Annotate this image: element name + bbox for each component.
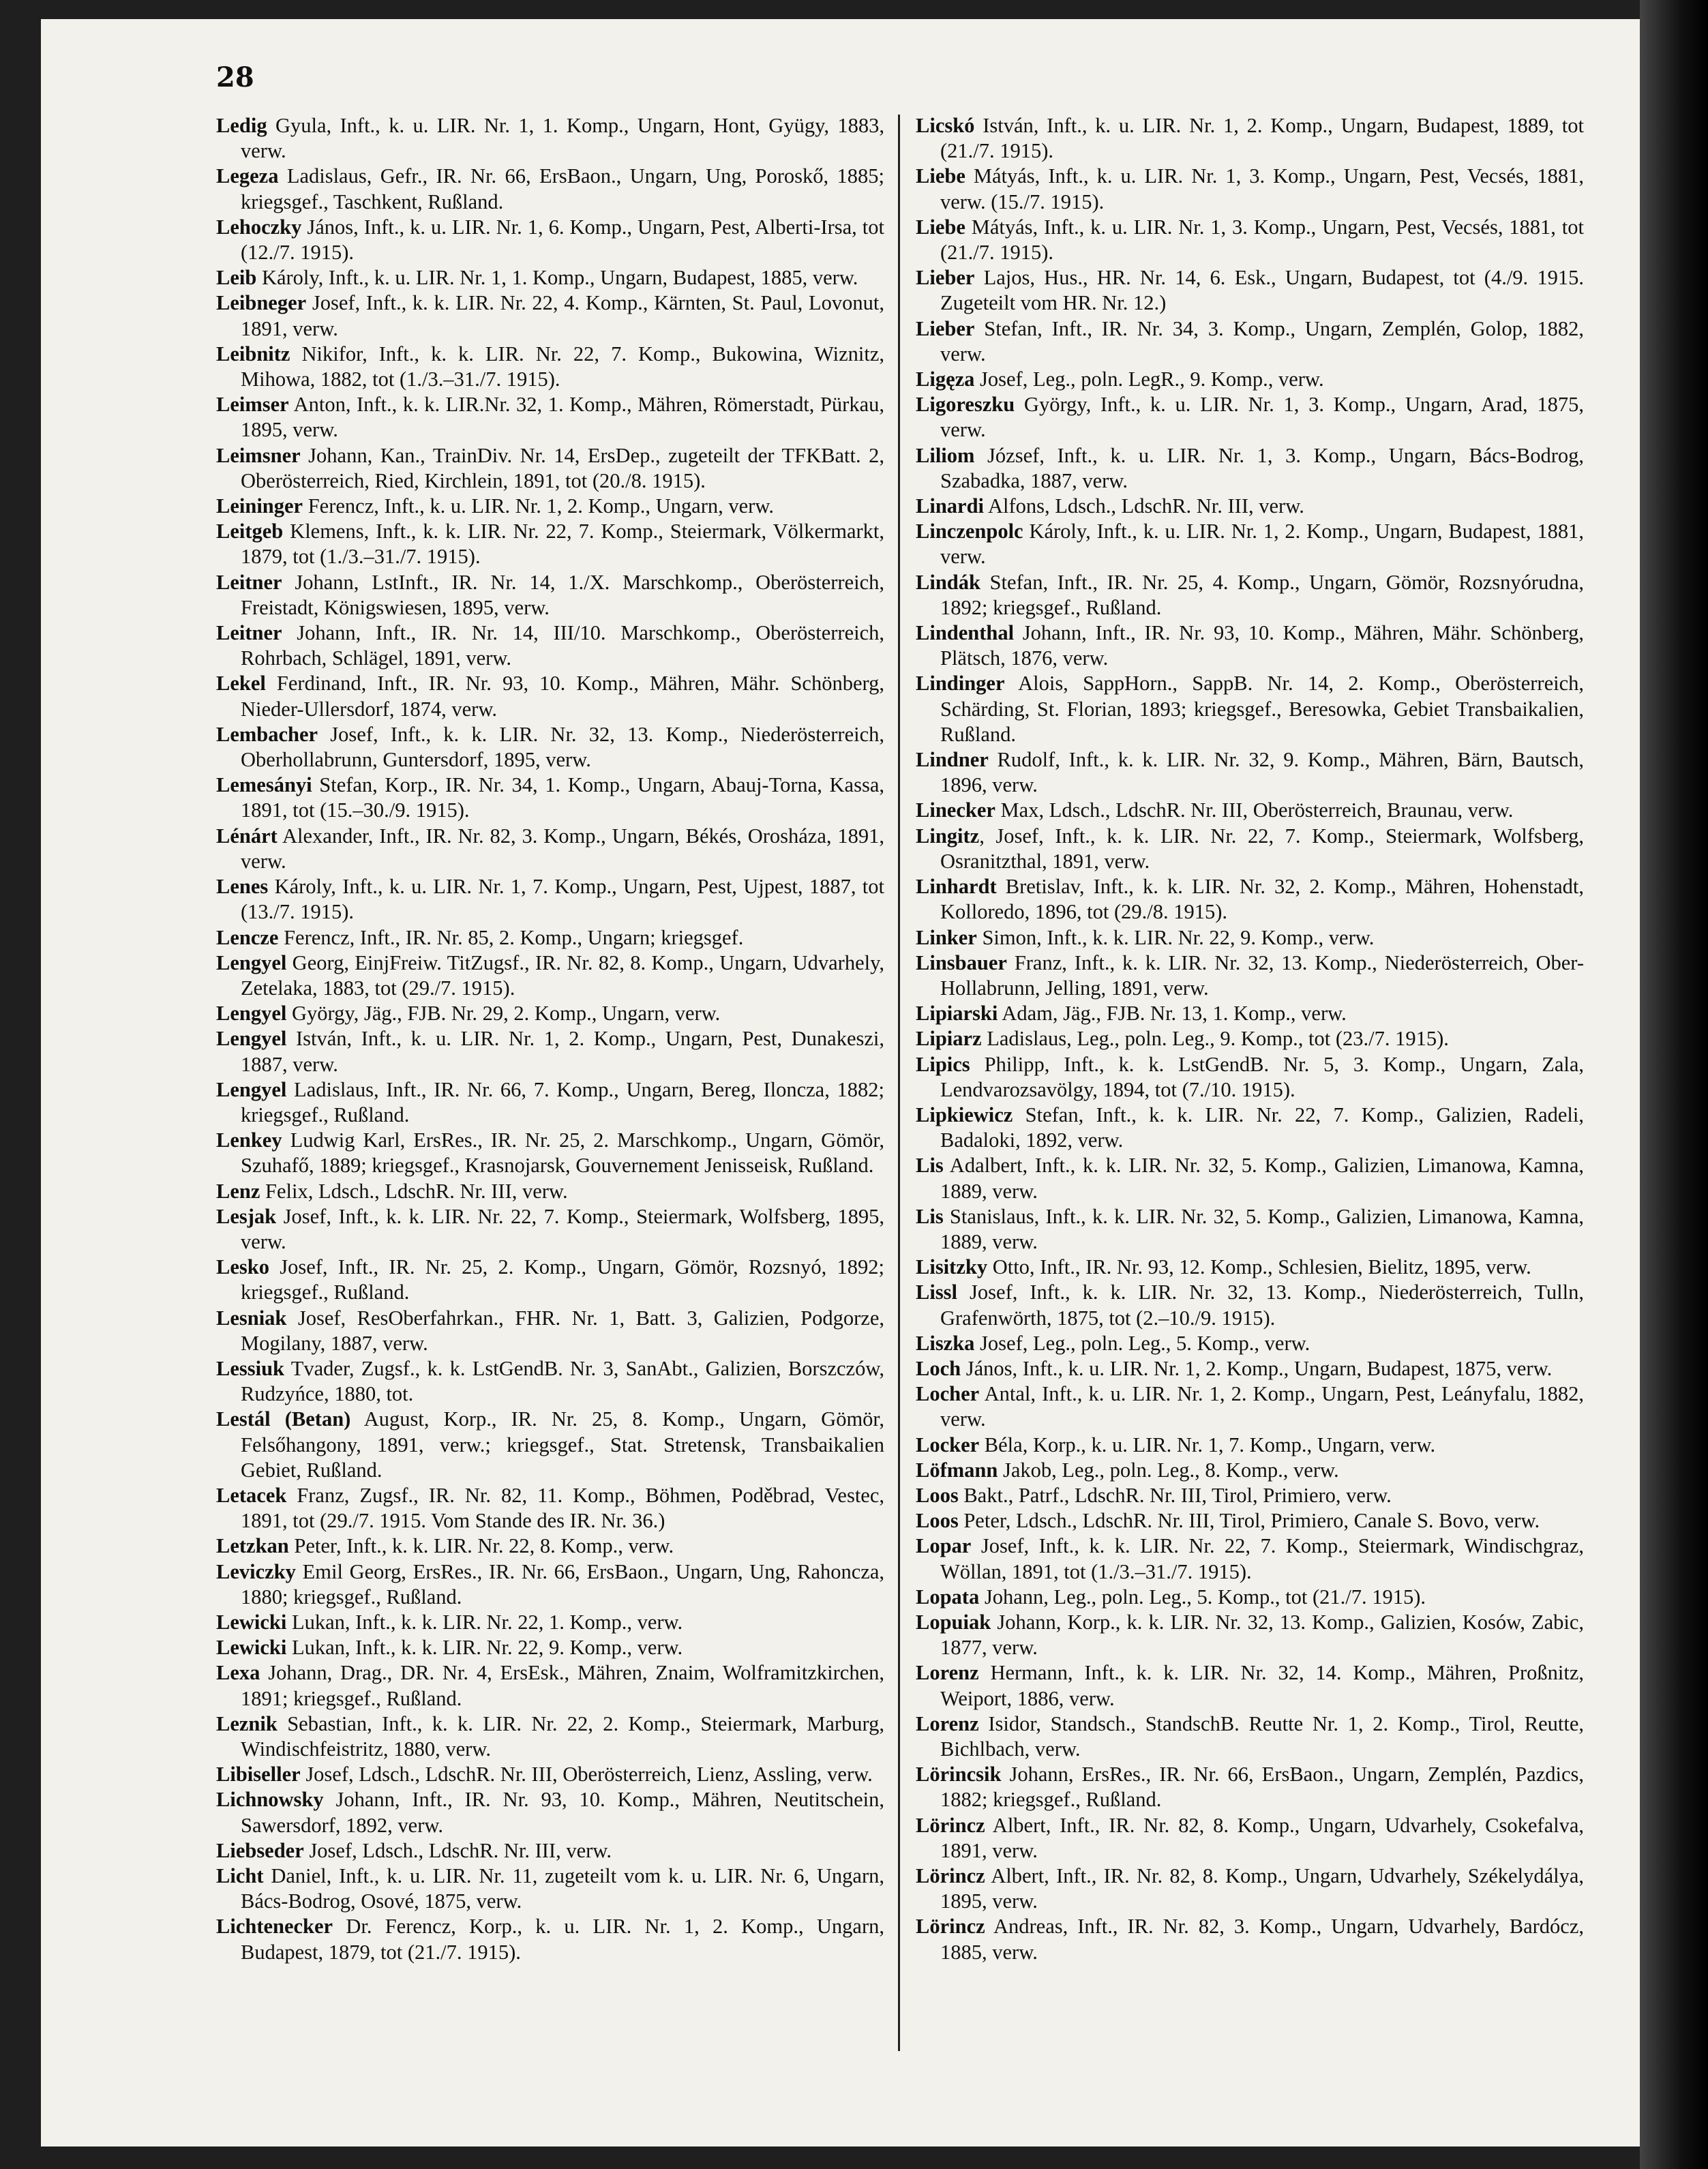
entry-details: Ludwig Karl, ErsRes., IR. Nr. 25, 2. Marschkomp., Ungarn, Gömör, Szuhafő, 1889; kriegsgef., Krasnojarsk, Gouvernement Jenisseisk, Rußland. [241, 1128, 884, 1178]
entry-details: István, Inft., k. u. LIR. Nr. 1, 2. Komp., Ungarn, Pest, Dunakeszi, 1887, verw. [241, 1027, 884, 1076]
entry-surname: Lorenz [916, 1661, 979, 1685]
entry-details: Simon, Inft., k. k. LIR. Nr. 22, 9. Komp., verw. [976, 925, 1375, 949]
entry-details: Johann, Inft., IR. Nr. 93, 10. Komp., Mähren, Mähr. Schönberg, Plätsch, 1876, verw. [940, 621, 1584, 670]
entry-surname: Lénárt [216, 824, 278, 848]
entry-details: Adam, Jäg., FJB. Nr. 13, 1. Komp., verw. [998, 1002, 1347, 1026]
entry-details: Antal, Inft., k. u. LIR. Nr. 1, 2. Komp., Ungarn, Pest, Leányfalu, 1882, verw. [940, 1382, 1584, 1431]
entry-details: Lajos, Hus., HR. Nr. 14, 6. Esk., Ungarn, Budapest, tot (4./9. 1915. Zugeteilt vom HR. Nr. 12.) [940, 266, 1584, 315]
list-item [916, 1458, 1584, 1483]
list-item [916, 519, 1584, 569]
list-item [916, 1660, 1584, 1711]
entry-details: Klemens, Inft., k. k. LIR. Nr. 22, 7. Komp., Steiermark, Völkermarkt, 1879, tot (1./3.–31./7. 1915). [241, 520, 884, 569]
list-item [216, 1077, 884, 1128]
entry-details: Károly, Inft., k. u. LIR. Nr. 1, 1. Komp., Ungarn, Budapest, 1885, verw. [256, 266, 858, 290]
entry-surname: Linsbauer [916, 951, 1007, 974]
entry-surname: Lengyel [216, 1077, 287, 1101]
list-item [916, 1331, 1584, 1356]
entry-details: Tvader, Zugsf., k. k. LstGendB. Nr. 3, SanAbt., Galizien, Borszczów, Rudzyńce, 1880, tot. [241, 1356, 884, 1406]
entry-details: Josef, Inft., k. k. LIR. Nr. 22, 7. Komp., Steiermark, Windischgraz, Wöllan, 1891, tot (1./3.–31./7. 1915). [940, 1534, 1584, 1583]
list-item [916, 443, 1584, 494]
list-item [916, 1585, 1584, 1610]
entry-surname: Löfmann [916, 1458, 998, 1482]
list-item [916, 367, 1584, 392]
list-item [216, 925, 884, 951]
list-item [216, 1787, 884, 1838]
entry-details: Stefan, Inft., IR. Nr. 25, 4. Komp., Ungarn, Gömör, Rozsnyórudna, 1892; kriegsgef., Rußland. [940, 570, 1584, 619]
entry-surname: Libiseller [216, 1763, 301, 1786]
entry-details: Lukan, Inft., k. k. LIR. Nr. 22, 1. Komp., verw. [286, 1610, 683, 1634]
list-item [916, 824, 1584, 874]
list-item [916, 1153, 1584, 1203]
list-item [916, 265, 1584, 316]
list-item [216, 265, 884, 290]
list-item [916, 1026, 1584, 1051]
list-item [216, 1306, 884, 1356]
list-item [216, 443, 884, 494]
entry-surname: Liebe [916, 215, 965, 239]
entry-surname: Lindenthal [916, 621, 1015, 645]
entry-details: Ladislaus, Inft., IR. Nr. 66, 7. Komp., Ungarn, Bereg, Iloncza, 1882; kriegsgef., Rußland. [241, 1077, 884, 1126]
list-item [216, 1660, 884, 1711]
scan-edge-shadow [1640, 0, 1708, 2169]
entry-surname: Lipkiewicz [916, 1103, 1013, 1126]
entry-details: Stefan, Inft., IR. Nr. 34, 3. Komp., Ungarn, Zemplén, Golop, 1882, verw. [940, 316, 1584, 365]
entry-surname: Linhardt [916, 875, 997, 899]
list-item [916, 620, 1584, 671]
list-item [216, 164, 884, 214]
entry-details: Stanislaus, Inft., k. k. LIR. Nr. 32, 5. Komp., Galizien, Limanowa, Kamna, 1889, verw. [940, 1204, 1584, 1253]
list-item [216, 824, 884, 874]
entry-surname: Ligęza [916, 368, 975, 391]
entry-details: August, Korp., IR. Nr. 25, 8. Komp., Ungarn, Gömör, Felsőhangony, 1891, verw.; kriegsgef., Stat. Stretensk, Transbaikalien Gebiet, Rußland. [241, 1407, 884, 1482]
entry-surname: Lengyel [216, 951, 287, 974]
entry-details: Josef, Ldsch., LdschR. Nr. III, verw. [303, 1838, 612, 1862]
list-item [916, 1483, 1584, 1508]
list-item [916, 1508, 1584, 1534]
entry-details: Johann, Inft., IR. Nr. 93, 10. Komp., Mähren, Neutitschein, Sawersdorf, 1892, verw. [241, 1788, 884, 1837]
entry-details: Albert, Inft., IR. Nr. 82, 8. Komp., Ungarn, Udvarhely, Csokefalva, 1891, verw. [940, 1813, 1584, 1862]
entry-surname: Lenz [216, 1179, 260, 1203]
entry-details: Béla, Korp., k. u. LIR. Nr. 1, 7. Komp., Ungarn, verw. [979, 1433, 1436, 1456]
list-item [916, 570, 1584, 620]
entry-details: Adalbert, Inft., k. k. LIR. Nr. 32, 5. Komp., Galizien, Limanowa, Kamna, 1889, verw. [940, 1154, 1584, 1203]
right-column [916, 113, 1584, 1965]
entry-surname: Lörincz [916, 1915, 985, 1939]
entry-details: Franz, Zugsf., IR. Nr. 82, 11. Komp., Böhmen, Poděbrad, Vestec, 1891, tot (29./7. 1915. Vom Stande des IR. Nr. 36.) [241, 1483, 884, 1533]
entry-details: Johann, Korp., k. k. LIR. Nr. 32, 13. Komp., Galizien, Kosów, Zabic, 1877, verw. [940, 1610, 1584, 1660]
list-item [216, 671, 884, 721]
entry-details: Károly, Inft., k. u. LIR. Nr. 1, 2. Komp., Ungarn, Budapest, 1881, verw. [940, 520, 1584, 569]
entry-details: Stefan, Inft., k. k. LIR. Nr. 22, 7. Komp., Galizien, Radeli, Badaloki, 1892, verw. [940, 1103, 1584, 1152]
entry-surname: Lis [916, 1204, 944, 1228]
entry-surname: Lexa [216, 1661, 260, 1685]
entry-details: Stefan, Korp., IR. Nr. 34, 1. Komp., Ungarn, Abauj-Torna, Kassa, 1891, tot (15.–30./9. 1915). [241, 773, 884, 822]
entry-surname: Linczenpolc [916, 520, 1023, 543]
list-item [216, 1001, 884, 1026]
entry-details: István, Inft., k. u. LIR. Nr. 1, 2. Komp., Ungarn, Budapest, 1889, tot (21./7. 1915). [940, 114, 1584, 163]
entry-surname: Liebseder [216, 1838, 304, 1862]
list-item [216, 1255, 884, 1305]
list-item [916, 747, 1584, 798]
entry-surname: Ligoreszku [916, 393, 1015, 417]
entry-details: Johann, Kan., TrainDiv. Nr. 14, ErsDep., zugeteilt der TFKBatt. 2, Oberösterreich, Ried, Kirchlein, 1891, tot (20./8. 1915). [241, 443, 884, 492]
list-item [216, 290, 884, 341]
entry-surname: Lewicki [216, 1610, 287, 1634]
entry-details: Gyula, Inft., k. u. LIR. Nr. 1, 1. Komp., Ungarn, Hont, Gyügy, 1883, verw. [241, 114, 884, 163]
entry-surname: Leviczky [216, 1559, 296, 1583]
entry-surname: Lissl [916, 1281, 958, 1304]
entry-details: Daniel, Inft., k. u. LIR. Nr. 11, zugeteilt vom k. u. LIR. Nr. 6, Ungarn, Bács-Bodrog, Osové, 1875, verw. [241, 1864, 884, 1913]
entry-surname: Lengyel [216, 1027, 287, 1051]
list-item [216, 722, 884, 773]
list-item [916, 951, 1584, 1001]
entry-details: Ladislaus, Gefr., IR. Nr. 66, ErsBaon., Ungarn, Ung, Poroskő, 1885; kriegsgef., Taschkent, Rußland. [241, 164, 884, 213]
list-item [216, 519, 884, 569]
entry-surname: Leitgeb [216, 520, 284, 543]
entry-surname: Liszka [916, 1331, 975, 1355]
list-item [216, 1635, 884, 1660]
entry-surname: Leitner [216, 570, 282, 594]
entry-details: Georg, EinjFreiw. TitZugsf., IR. Nr. 82, 8. Komp., Ungarn, Udvarhely, Zetelaka, 1883, tot (29./7. 1915). [241, 951, 884, 1000]
list-item [916, 798, 1584, 823]
entry-details: Jakob, Leg., poln. Leg., 8. Komp., verw. [998, 1458, 1339, 1482]
entry-details: Dr. Ferencz, Korp., k. u. LIR. Nr. 1, 2. Komp., Ungarn, Budapest, 1879, tot (21./7. 1915). [241, 1915, 884, 1964]
list-item [216, 1864, 884, 1914]
entry-details: Johann, Drag., DR. Nr. 4, ErsEsk., Mähren, Znaim, Wolframitzkirchen, 1891; kriegsgef., Rußland. [241, 1661, 884, 1710]
entry-details: Josef, Leg., poln. LegR., 9. Komp., verw. [974, 368, 1324, 391]
entry-surname: Leibneger [216, 291, 307, 315]
list-item [216, 1356, 884, 1407]
entry-surname: Leimser [216, 393, 289, 417]
entry-details: Josef, Inft., k. k. LIR. Nr. 32, 13. Komp., Niederösterreich, Oberhollabrunn, Guntersdorf, 1895, verw. [241, 722, 884, 772]
entry-details: Franz, Inft., k. k. LIR. Nr. 32, 13. Komp., Niederösterreich, Ober-Hollabrunn, Jelling, 1891, verw. [940, 951, 1584, 1000]
entry-details: Károly, Inft., k. u. LIR. Nr. 1, 7. Komp., Ungarn, Pest, Ujpest, 1887, tot (13./7. 1915). [241, 875, 884, 924]
list-item [216, 1026, 884, 1077]
entry-surname: Lengyel [216, 1002, 287, 1026]
entry-details: Ferencz, Inft., IR. Nr. 85, 2. Komp., Ungarn; kriegsgef. [278, 925, 744, 949]
entry-details: Mátyás, Inft., k. u. LIR. Nr. 1, 3. Komp., Ungarn, Pest, Vecsés, 1881, verw. (15./7. 1915). [940, 164, 1584, 213]
list-item [216, 1610, 884, 1635]
entry-surname: Lopar [916, 1534, 972, 1558]
list-item [216, 773, 884, 823]
entry-surname: Letzkan [216, 1534, 289, 1558]
list-item [916, 1381, 1584, 1432]
entry-details: Johann, Leg., poln. Leg., 5. Komp., tot (21./7. 1915). [979, 1585, 1426, 1609]
entry-surname: Lewicki [216, 1636, 287, 1660]
list-item [216, 215, 884, 265]
entry-surname: Lörincz [916, 1864, 985, 1888]
entry-details: Ferencz, Inft., k. u. LIR. Nr. 1, 2. Komp., Ungarn, verw. [303, 494, 774, 518]
entry-details: Johann, Inft., IR. Nr. 14, III/10. Marschkomp., Oberösterreich, Rohrbach, Schlägel, 1891, verw. [241, 621, 884, 670]
entry-surname: Lesko [216, 1255, 269, 1279]
page-number: 28 [216, 61, 254, 93]
entry-details: Josef, Leg., poln. Leg., 5. Komp., verw. [974, 1331, 1310, 1355]
entry-surname: Lörincz [916, 1813, 985, 1837]
list-item [216, 1534, 884, 1559]
entry-surname: Lenkey [216, 1128, 282, 1152]
entry-details: Josef, Ldsch., LdschR. Nr. III, Oberösterreich, Lienz, Assling, verw. [300, 1763, 873, 1786]
list-item [916, 1280, 1584, 1330]
entry-details: Isidor, Standsch., StandschB. Reutte Nr. 1, 2. Komp., Tirol, Reutte, Bichlbach, verw. [940, 1711, 1584, 1761]
entry-surname: Lindák [916, 570, 980, 594]
entry-details: Ladislaus, Leg., poln. Leg., 9. Komp., tot (23./7. 1915). [981, 1027, 1449, 1051]
entry-surname: Ledig [216, 114, 267, 137]
entry-surname: Lembacher [216, 722, 318, 746]
list-item [916, 316, 1584, 367]
entry-details: János, Inft., k. u. LIR. Nr. 1, 2. Komp., Ungarn, Budapest, 1875, verw. [961, 1356, 1553, 1380]
entry-surname: Lestál (Betan) [216, 1407, 351, 1431]
entry-details: Peter, Ldsch., LdschR. Nr. III, Tirol, Primiero, Canale S. Bovo, verw. [958, 1509, 1540, 1533]
entry-details: Josef, Inft., k. k. LIR. Nr. 22, 4. Komp., Kärnten, St. Paul, Lovonut, 1891, verw. [241, 291, 884, 340]
entry-details: Johann, LstInft., IR. Nr. 14, 1./X. Marschkomp., Oberösterreich, Freistadt, Königswiesen, 1895, verw. [241, 570, 884, 619]
entry-details: Alfons, Ldsch., LdschR. Nr. III, verw. [984, 494, 1304, 518]
entry-surname: Leib [216, 266, 257, 290]
entry-surname: Lencze [216, 925, 279, 949]
entry-details: Rudolf, Inft., k. k. LIR. Nr. 32, 9. Komp., Mähren, Bärn, Bautsch, 1896, verw. [940, 748, 1584, 797]
entry-surname: Lindner [916, 748, 989, 772]
list-item [916, 164, 1584, 214]
entry-surname: Lis [916, 1154, 944, 1178]
entry-details: Josef, Inft., k. k. LIR. Nr. 22, 7. Komp., Steiermark, Wolfsberg, 1895, verw. [241, 1204, 884, 1253]
entry-details: Bretislav, Inft., k. k. LIR. Nr. 32, 2. Komp., Mähren, Hohenstadt, Kolloredo, 1896, tot (29./8. 1915). [940, 875, 1584, 924]
entry-surname: Lieber [916, 266, 975, 290]
entry-surname: Lenes [216, 875, 269, 899]
entry-surname: Loos [916, 1509, 959, 1533]
list-item [916, 1433, 1584, 1458]
entry-surname: Leznik [216, 1711, 278, 1735]
list-item [216, 1483, 884, 1534]
entry-surname: Loos [916, 1483, 959, 1507]
entry-surname: Locker [916, 1433, 980, 1456]
list-item [916, 874, 1584, 925]
list-item [216, 1204, 884, 1255]
entry-surname: Lipics [916, 1052, 970, 1076]
entry-surname: Lisitzky [916, 1255, 988, 1279]
entry-details: György, Jäg., FJB. Nr. 29, 2. Komp., Ungarn, verw. [286, 1002, 721, 1026]
list-item [216, 570, 884, 620]
entry-surname: Lörincsik [916, 1763, 1002, 1786]
list-item [916, 215, 1584, 265]
entry-details: Anton, Inft., k. k. LIR.Nr. 32, 1. Komp., Mähren, Römerstadt, Pürkau, 1895, verw. [241, 393, 884, 442]
list-item [916, 113, 1584, 164]
entry-surname: Linker [916, 925, 977, 949]
entry-surname: Lipiarski [916, 1002, 998, 1026]
entry-details: Sebastian, Inft., k. k. LIR. Nr. 22, 2. Komp., Steiermark, Marburg, Windischfeistritz, 1880, verw. [241, 1711, 884, 1761]
entry-details: József, Inft., k. u. LIR. Nr. 1, 3. Komp., Ungarn, Bács-Bodrog, Szabadka, 1887, verw. [940, 443, 1584, 492]
entry-surname: Letacek [216, 1483, 287, 1507]
list-item [916, 671, 1584, 747]
left-column [216, 113, 884, 1965]
list-item [216, 1762, 884, 1787]
entry-details: Johann, ErsRes., IR. Nr. 66, ErsBaon., Ungarn, Zemplén, Pazdics, 1882; kriegsgef., Rußland. [940, 1763, 1584, 1812]
entry-surname: Lesniak [216, 1306, 287, 1330]
list-item [216, 342, 884, 392]
entry-surname: Lemesányi [216, 773, 312, 797]
entry-details: György, Inft., k. u. LIR. Nr. 1, 3. Komp., Ungarn, Arad, 1875, verw. [940, 393, 1584, 442]
entry-surname: Lopata [916, 1585, 980, 1609]
list-item [216, 1711, 884, 1762]
list-item [916, 1534, 1584, 1584]
list-item [216, 620, 884, 671]
entry-surname: Leimsner [216, 443, 301, 467]
list-item [216, 1559, 884, 1610]
entry-details: Josef, Inft., k. k. LIR. Nr. 32, 13. Komp., Niederösterreich, Tulln, Grafenwörth, 1875, tot (2.–10./9. 1915). [940, 1281, 1584, 1330]
entry-surname: Leibnitz [216, 342, 290, 365]
list-item [916, 1864, 1584, 1914]
entry-surname: Liebe [916, 164, 965, 188]
entry-surname: Linecker [916, 798, 995, 822]
entry-surname: Lieber [916, 316, 975, 340]
entry-details: , Josef, Inft., k. k. LIR. Nr. 22, 7. Komp., Steiermark, Wolfsberg, Osranitzthal, 1891, verw. [940, 824, 1584, 873]
entry-surname: Leitner [216, 621, 282, 645]
list-item [216, 113, 884, 164]
entry-surname: Lopuiak [916, 1610, 991, 1634]
list-item [216, 1179, 884, 1204]
list-item [216, 1407, 884, 1483]
list-item [216, 1838, 884, 1864]
entry-surname: Locher [916, 1382, 980, 1406]
entry-surname: Leininger [216, 494, 303, 518]
entry-details: Emil Georg, ErsRes., IR. Nr. 66, ErsBaon., Ungarn, Ung, Rahoncza, 1880; kriegsgef., Rußland. [241, 1559, 884, 1609]
entry-details: Mátyás, Inft., k. u. LIR. Nr. 1, 3. Komp., Ungarn, Pest, Vecsés, 1881, tot (21./7. 1915). [940, 215, 1584, 265]
entry-surname: Lindinger [916, 672, 1005, 695]
entry-details: Philipp, Inft., k. k. LstGendB. Nr. 5, 3. Komp., Ungarn, Zala, Lendvarozsavölgy, 1894, tot (7./10. 1915). [940, 1052, 1584, 1101]
list-item [916, 1813, 1584, 1864]
list-item [216, 392, 884, 443]
list-item [916, 1914, 1584, 1964]
entry-surname: Linardi [916, 494, 985, 518]
list-item [216, 874, 884, 925]
list-item [216, 1914, 884, 1964]
entry-details: Bakt., Patrf., LdschR. Nr. III, Tirol, Primiero, verw. [958, 1483, 1392, 1507]
list-item [916, 1052, 1584, 1103]
entry-surname: Lorenz [916, 1711, 979, 1735]
column-divider [898, 115, 900, 2051]
list-item [916, 494, 1584, 519]
list-item [916, 1204, 1584, 1255]
entry-surname: Lichtenecker [216, 1915, 333, 1939]
list-item [916, 1711, 1584, 1762]
list-item [916, 1762, 1584, 1812]
entry-details: Andreas, Inft., IR. Nr. 82, 3. Komp., Ungarn, Udvarhely, Bardócz, 1885, verw. [940, 1915, 1584, 1964]
entry-details: Hermann, Inft., k. k. LIR. Nr. 32, 14. Komp., Mähren, Proßnitz, Weiport, 1886, verw. [940, 1661, 1584, 1710]
entry-surname: Lingitz [916, 824, 980, 848]
entry-details: János, Inft., k. u. LIR. Nr. 1, 6. Komp., Ungarn, Pest, Alberti-Irsa, tot (12./7. 1915). [241, 215, 884, 265]
entry-surname: Licskó [916, 114, 975, 137]
list-item [916, 1103, 1584, 1153]
page-sheet [41, 19, 1640, 2146]
entry-details: Nikifor, Inft., k. k. LIR. Nr. 22, 7. Komp., Bukowina, Wiznitz, Mihowa, 1882, tot (1./3.–31./7. 1915). [241, 342, 884, 391]
entry-surname: Loch [916, 1356, 961, 1380]
entry-details: Otto, Inft., IR. Nr. 93, 12. Komp., Schlesien, Bielitz, 1895, verw. [987, 1255, 1531, 1279]
entry-details: Josef, ResOberfahrkan., FHR. Nr. 1, Batt. 3, Galizien, Podgorze, Mogilany, 1887, verw. [241, 1306, 884, 1355]
entry-surname: Lichnowsky [216, 1788, 324, 1812]
entry-details: Alois, SappHorn., SappB. Nr. 14, 2. Komp., Oberösterreich, Schärding, St. Florian, 1893; kriegsgef., Beresowka, Gebiet Transbaikalien, Rußland. [940, 672, 1584, 746]
entry-surname: Lipiarz [916, 1027, 982, 1051]
entry-details: Albert, Inft., IR. Nr. 82, 8. Komp., Ungarn, Udvarhely, Székelydálya, 1895, verw. [940, 1864, 1584, 1913]
entry-surname: Lekel [216, 672, 266, 695]
entry-details: Ferdinand, Inft., IR. Nr. 93, 10. Komp., Mähren, Mähr. Schönberg, Nieder-Ullersdorf, 1874, verw. [241, 672, 884, 721]
list-item [216, 951, 884, 1001]
entry-details: Lukan, Inft., k. k. LIR. Nr. 22, 9. Komp., verw. [286, 1636, 683, 1660]
entry-surname: Legeza [216, 164, 279, 188]
list-item [916, 1610, 1584, 1660]
list-item [916, 925, 1584, 951]
entry-surname: Lehoczky [216, 215, 302, 239]
entry-surname: Lessiuk [216, 1356, 285, 1380]
entry-details: Felix, Ldsch., LdschR. Nr. III, verw. [260, 1179, 568, 1203]
list-item [216, 494, 884, 519]
list-item [916, 1356, 1584, 1381]
list-item [916, 1255, 1584, 1280]
list-item [916, 1001, 1584, 1026]
entry-details: Josef, Inft., IR. Nr. 25, 2. Komp., Ungarn, Gömör, Rozsnyó, 1892; kriegsgef., Rußland. [241, 1255, 884, 1304]
list-item [216, 1128, 884, 1178]
entry-details: Max, Ldsch., LdschR. Nr. III, Oberösterreich, Braunau, verw. [995, 798, 1514, 822]
entry-surname: Lesjak [216, 1204, 277, 1228]
entry-surname: Licht [216, 1864, 264, 1888]
entry-surname: Liliom [916, 443, 975, 467]
entry-details: Alexander, Inft., IR. Nr. 82, 3. Komp., Ungarn, Békés, Orosháza, 1891, verw. [241, 824, 884, 873]
entry-details: Peter, Inft., k. k. LIR. Nr. 22, 8. Komp., verw. [288, 1534, 674, 1558]
list-item [916, 392, 1584, 443]
